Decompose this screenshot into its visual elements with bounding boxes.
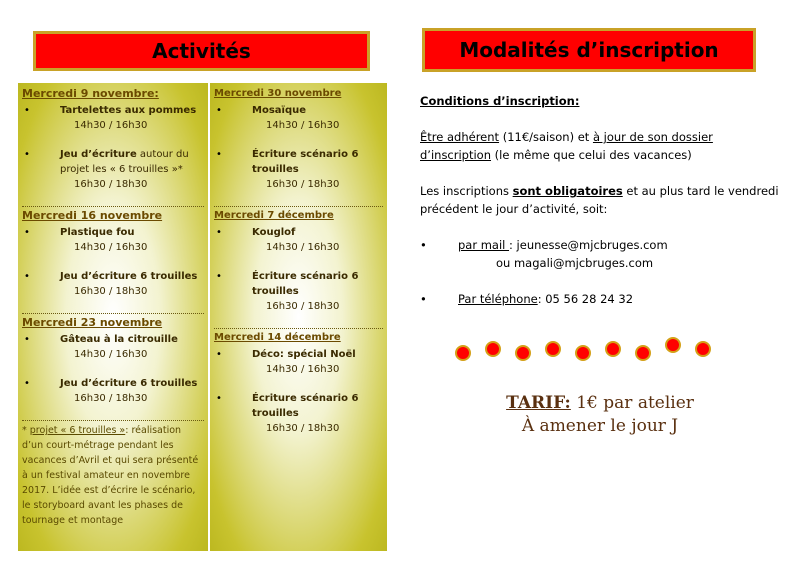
activity-name: Déco: spécial Noël <box>252 349 356 360</box>
mail-label: par mail <box>458 238 510 252</box>
bullet-icon: • <box>216 349 222 360</box>
activity-item <box>22 147 204 192</box>
activity-item <box>214 391 383 436</box>
bullet-icon: • <box>216 393 222 404</box>
activity-item <box>22 225 204 255</box>
activity-name: Jeu d’écriture 6 trouilles <box>60 378 198 389</box>
file-text: à jour de son dossier d’inscription <box>420 130 713 162</box>
activities-title-text: Activités <box>152 39 251 63</box>
tarif-block <box>440 392 760 438</box>
phone-label: Par téléphone <box>458 292 538 306</box>
red-dot-icon <box>695 341 711 357</box>
day-heading: Mercredi 7 décembre <box>214 210 334 221</box>
bullet-icon: • <box>24 271 30 282</box>
activity-time: 14h30 / 16h30 <box>266 364 340 375</box>
mandatory-b: sont obligatoires <box>512 184 623 198</box>
activity-name: Gâteau à la citrouille <box>60 334 178 345</box>
activity-item <box>214 225 383 255</box>
bullet-icon: • <box>216 271 222 282</box>
registration-title <box>422 28 756 72</box>
activity-time: 14h30 / 16h30 <box>266 242 340 253</box>
activity-name: Plastique fou <box>60 227 135 238</box>
red-dot-icon <box>515 345 531 361</box>
file-note: (le même que celui des vacances) <box>491 148 692 162</box>
activity-item <box>22 332 204 362</box>
mandatory-c: et au plus tard le vendredi précédent le jour d’activité, soit: <box>420 184 779 216</box>
activity-time: 14h30 / 16h30 <box>74 120 148 131</box>
activity-extra: autour du projet les « 6 trouilles »* <box>60 149 189 175</box>
fee-text: (11€/saison) et <box>499 130 593 144</box>
tarif-note: À amener le jour J <box>521 416 679 436</box>
phone-row <box>420 290 780 308</box>
section-divider <box>22 313 204 314</box>
mail-address-2[interactable]: ou magali@mjcbruges.com <box>496 256 654 270</box>
activity-time: 16h30 / 18h30 <box>74 179 148 190</box>
activity-time: 14h30 / 16h30 <box>266 120 340 131</box>
activities-column-a <box>18 83 208 551</box>
bullet-icon: • <box>24 105 30 116</box>
activity-time: 14h30 / 16h30 <box>74 349 148 360</box>
red-dot-icon <box>665 337 681 353</box>
phone-number: : 05 56 28 24 32 <box>537 292 634 306</box>
section-divider <box>214 328 383 329</box>
red-dot-icon <box>545 341 561 357</box>
bullet-icon: • <box>216 149 222 160</box>
activity-item <box>22 269 204 299</box>
tarif-label: TARIF: <box>506 393 571 413</box>
project-note <box>22 423 204 528</box>
activity-item <box>22 103 204 133</box>
activity-name: Écriture scénario 6 trouilles <box>252 271 359 297</box>
conditions-heading: Conditions d’inscription: <box>420 94 580 108</box>
bullet-icon: • <box>24 149 30 160</box>
member-text: Être adhérent <box>420 130 500 144</box>
registration-title-text: Modalités d’inscription <box>459 38 719 62</box>
activity-name: Jeu d’écriture <box>60 149 137 160</box>
bullet-icon: • <box>216 227 222 238</box>
activity-time: 16h30 / 18h30 <box>74 393 148 404</box>
red-dot-icon <box>635 345 651 361</box>
day-heading: Mercredi 30 novembre <box>214 88 342 99</box>
activity-name: Mosaïque <box>252 105 307 116</box>
day-heading: Mercredi 9 novembre: <box>22 87 159 100</box>
activity-time: 16h30 / 18h30 <box>266 179 340 190</box>
mandatory-a: Les inscriptions <box>420 184 513 198</box>
activity-item <box>214 147 383 192</box>
bullet-icon: • <box>216 105 222 116</box>
section-divider <box>22 206 204 207</box>
day-heading: Mercredi 23 novembre <box>22 316 163 329</box>
red-dot-icon <box>455 345 471 361</box>
activity-name: Écriture scénario 6 trouilles <box>252 393 359 419</box>
bullet-icon: • <box>24 378 30 389</box>
red-dot-icon <box>605 341 621 357</box>
activities-title <box>33 31 370 71</box>
section-divider <box>22 420 204 421</box>
bullet-icon: • <box>24 227 30 238</box>
activity-name: Tartelettes aux pommes <box>60 105 197 116</box>
activity-item <box>22 376 204 406</box>
activity-time: 16h30 / 18h30 <box>266 423 340 434</box>
activity-name: Jeu d’écriture 6 trouilles <box>60 271 198 282</box>
registration-details <box>420 92 780 308</box>
bullet-icon: • <box>420 238 427 252</box>
bullet-icon: • <box>24 334 30 345</box>
membership-paragraph <box>420 128 780 164</box>
section-divider <box>214 206 383 207</box>
activity-time: 16h30 / 18h30 <box>266 301 340 312</box>
day-heading: Mercredi 14 décembre <box>214 332 341 343</box>
activity-name: Kouglof <box>252 227 296 238</box>
tarif-price: 1€ par atelier <box>570 393 694 413</box>
note-prefix: * <box>22 425 30 436</box>
activities-column-b <box>210 83 387 551</box>
activity-item <box>214 103 383 133</box>
activity-time: 14h30 / 16h30 <box>74 242 148 253</box>
activity-name: Écriture scénario 6 trouilles <box>252 149 359 175</box>
red-dot-icon <box>575 345 591 361</box>
mail-address-1[interactable]: : jeunesse@mjcbruges.com <box>509 238 668 252</box>
mandatory-paragraph <box>420 182 780 218</box>
red-dot-icon <box>485 341 501 357</box>
activity-item <box>214 269 383 314</box>
note-text: : réalisation d’un court-métrage pendant les vacances d’Avril et qui sera présenté à un festival amateur en novembre 2017. L’idée est d’écrire le scénario, le storyboard avant les phases de tournage et montage <box>22 425 199 526</box>
mail-row <box>420 236 780 272</box>
bullet-icon: • <box>420 292 427 306</box>
day-heading: Mercredi 16 novembre <box>22 209 163 222</box>
activity-time: 16h30 / 18h30 <box>74 286 148 297</box>
note-label: projet « 6 trouilles » <box>29 425 126 436</box>
activity-item <box>214 347 383 377</box>
decorative-dots <box>455 335 725 355</box>
